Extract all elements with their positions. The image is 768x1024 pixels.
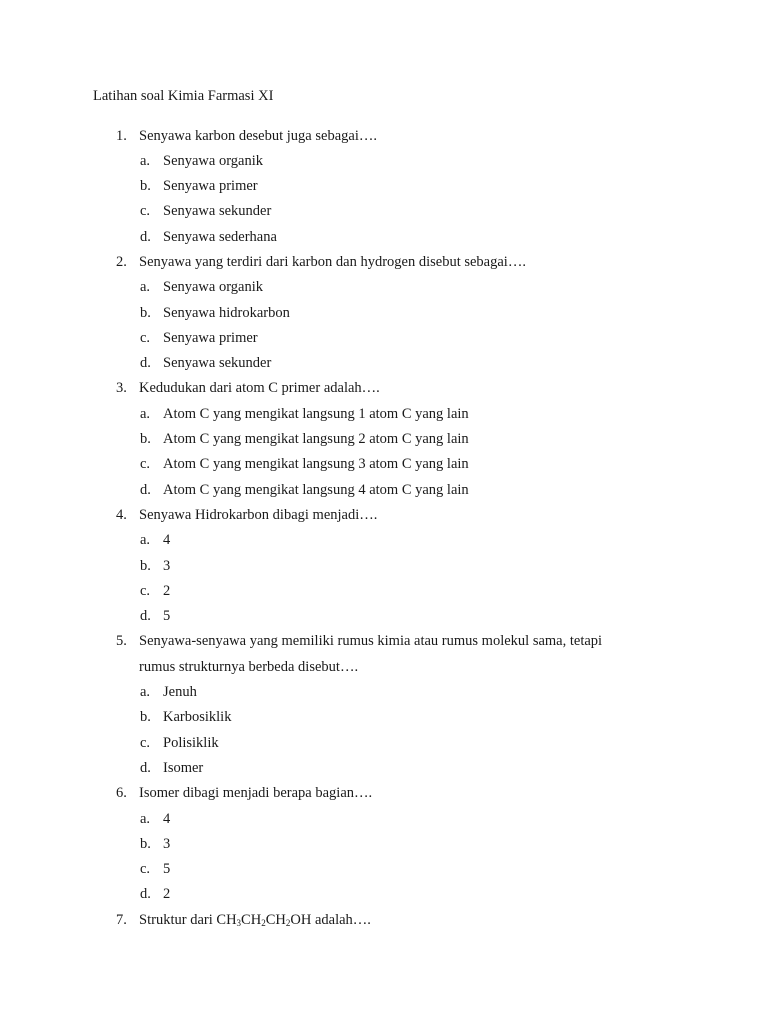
option-text: 4: [163, 810, 171, 827]
option-label: a.: [140, 810, 151, 827]
option-text: 5: [163, 608, 171, 625]
question-line: [0, 505, 768, 530]
option-text: Senyawa hidrokarbon: [163, 304, 290, 321]
answer-option: [0, 480, 768, 505]
question-line: [0, 631, 768, 656]
option-text: 3: [163, 557, 171, 574]
option-label: d.: [140, 886, 151, 903]
question-text: Senyawa yang terdiri dari karbon dan hydrogen disebut sebagai….: [139, 253, 526, 270]
option-text: Senyawa primer: [163, 178, 258, 195]
option-label: a.: [140, 684, 151, 701]
option-label: c.: [140, 203, 151, 220]
answer-option: [0, 328, 768, 353]
option-text: Atom C yang mengikat langsung 2 atom C yang lain: [163, 431, 469, 448]
option-text: 4: [163, 532, 171, 549]
answer-option: [0, 682, 768, 707]
option-text: Atom C yang mengikat langsung 3 atom C yang lain: [163, 456, 469, 473]
answer-option: [0, 454, 768, 479]
answer-option: [0, 733, 768, 758]
option-text: Senyawa primer: [163, 329, 258, 346]
option-label: b.: [140, 431, 151, 448]
option-text: Senyawa sekunder: [163, 355, 272, 372]
question-text: Senyawa Hidrokarbon dibagi menjadi….: [139, 506, 378, 523]
answer-option: [0, 353, 768, 378]
option-label: d.: [140, 608, 151, 625]
option-text: Atom C yang mengikat langsung 4 atom C yang lain: [163, 481, 469, 498]
answer-option: [0, 429, 768, 454]
option-text: Polisiklik: [163, 734, 219, 751]
answer-option: [0, 707, 768, 732]
option-label: c.: [140, 734, 151, 751]
option-text: Senyawa organik: [163, 279, 263, 296]
option-text: Senyawa sederhana: [163, 228, 277, 245]
option-label: c.: [140, 329, 151, 346]
question-line: [0, 252, 768, 277]
question-line: [0, 126, 768, 151]
answer-option: [0, 884, 768, 909]
answer-option: [0, 277, 768, 302]
option-label: a.: [140, 532, 151, 549]
answer-option: [0, 176, 768, 201]
question-text: Senyawa karbon desebut juga sebagai….: [139, 127, 377, 144]
question-number: 5.: [116, 633, 127, 650]
option-text: 3: [163, 835, 171, 852]
option-text: Isomer: [163, 759, 204, 776]
question-number: 1.: [116, 127, 127, 144]
option-label: b.: [140, 709, 151, 726]
question-line: [0, 910, 768, 935]
option-text: Senyawa sekunder: [163, 203, 272, 220]
answer-option: [0, 227, 768, 252]
option-label: d.: [140, 759, 151, 776]
question-number: 4.: [116, 506, 127, 523]
answer-option: [0, 606, 768, 631]
option-label: b.: [140, 557, 151, 574]
option-label: b.: [140, 178, 151, 195]
answer-option: [0, 834, 768, 859]
question-number: 3.: [116, 380, 127, 397]
question-number: 7.: [116, 911, 127, 928]
answer-option: [0, 809, 768, 834]
document-title: Latihan soal Kimia Farmasi XI: [93, 88, 274, 104]
answer-option: [0, 859, 768, 884]
option-label: b.: [140, 835, 151, 852]
option-label: c.: [140, 582, 151, 599]
option-label: c.: [140, 861, 151, 878]
question-list: [0, 126, 768, 936]
option-text: 2: [163, 886, 171, 903]
option-text: Jenuh: [163, 684, 197, 701]
option-text: 5: [163, 861, 171, 878]
question-text: Struktur dari $CH_3CH_2CH_2OH$ adalah….: [139, 911, 371, 928]
answer-option: [0, 556, 768, 581]
option-label: c.: [140, 456, 151, 473]
answer-option: [0, 404, 768, 429]
question-line: [0, 783, 768, 808]
question-line: [0, 378, 768, 403]
answer-option: [0, 303, 768, 328]
option-label: a.: [140, 279, 151, 296]
question-text: Isomer dibagi menjadi berapa bagian….: [139, 785, 373, 802]
answer-option: [0, 530, 768, 555]
answer-option: [0, 151, 768, 176]
answer-option: [0, 581, 768, 606]
answer-option: [0, 201, 768, 226]
option-label: b.: [140, 304, 151, 321]
question-number: 6.: [116, 785, 127, 802]
option-text: 2: [163, 582, 171, 599]
question-text: Senyawa-senyawa yang memiliki rumus kimia atau rumus molekul sama, tetapi: [139, 633, 603, 650]
option-label: d.: [140, 481, 151, 498]
option-label: a.: [140, 405, 151, 422]
question-line: [0, 657, 768, 682]
question-text: rumus strukturnya berbeda disebut….: [139, 658, 359, 675]
question-number: 2.: [116, 253, 127, 270]
option-text: Senyawa organik: [163, 152, 263, 169]
question-text: Kedudukan dari atom C primer adalah….: [139, 380, 380, 397]
option-label: a.: [140, 152, 151, 169]
answer-option: [0, 758, 768, 783]
option-text: Atom C yang mengikat langsung 1 atom C yang lain: [163, 405, 469, 422]
option-label: d.: [140, 228, 151, 245]
option-label: d.: [140, 355, 151, 372]
option-text: Karbosiklik: [163, 709, 232, 726]
